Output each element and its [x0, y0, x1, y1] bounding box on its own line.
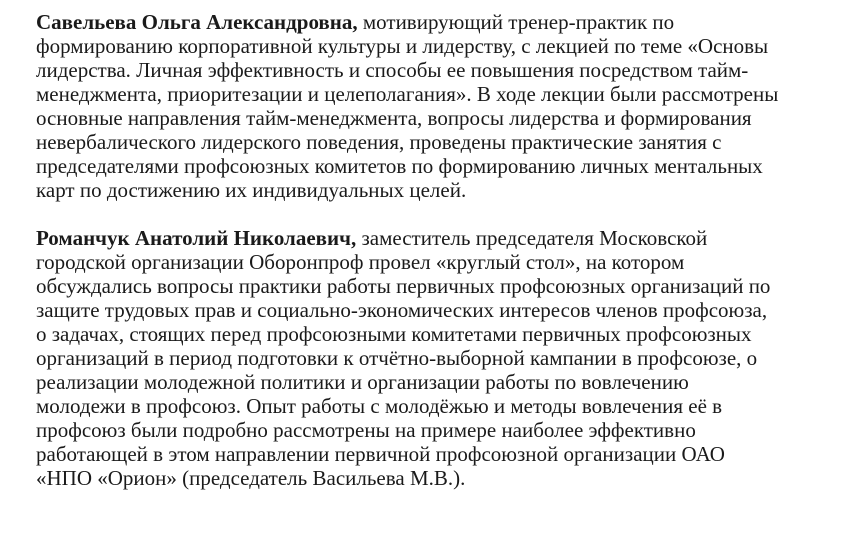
- text-line: молодежи в профсоюз. Опыт работы с молодёжью и методы вовлечения её в: [36, 394, 723, 418]
- text-line: работающей в этом направлении первичной профсоюзной организации ОАО: [36, 442, 725, 466]
- paragraph-savelyeva: [36, 10, 826, 202]
- document-body: [36, 10, 826, 490]
- text-line: «НПО «Орион» (председатель Васильева М.В.).: [36, 466, 466, 490]
- text-line: основные направления тайм-менеджмента, вопросы лидерства и формирования: [36, 106, 752, 130]
- text-line: карт по достижению их индивидуальных целей.: [36, 178, 467, 202]
- paragraph-romanchuk: [36, 226, 826, 490]
- person-name: Савельева Ольга Александровна,: [36, 10, 358, 34]
- text-line: председателями профсоюзных комитетов по формированию личных ментальных: [36, 154, 763, 178]
- text-line: лидерства. Личная эффективность и способы ее повышения посредством тайм-: [36, 58, 749, 82]
- text-line: невербалического лидерского поведения, проведены практические занятия с: [36, 130, 722, 154]
- text-line: реализации молодежной политики и организации работы по вовлечению: [36, 370, 689, 394]
- text-line: формированию корпоративной культуры и лидерству, с лекцией по теме «Основы: [36, 34, 769, 58]
- text-line: защите трудовых прав и социально-экономических интересов членов профсоюза,: [36, 298, 768, 322]
- text-line: обсуждались вопросы практики работы первичных профсоюзных организаций по: [36, 274, 771, 298]
- text-line: [36, 226, 826, 250]
- text-segment: заместитель председателя Московской: [356, 226, 708, 250]
- text-line: о задачах, стоящих перед профсоюзными комитетами первичных профсоюзных: [36, 322, 752, 346]
- text-line: [36, 10, 826, 34]
- text-line: городской организации Оборонпроф провел «круглый стол», на котором: [36, 250, 685, 274]
- person-name: Романчук Анатолий Николаевич,: [36, 226, 357, 250]
- text-line: организаций в период подготовки к отчётно-выборной кампании в профсоюзе, о: [36, 346, 758, 370]
- text-line: профсоюз были подробно рассмотрены на примере наиболее эффективно: [36, 418, 696, 442]
- text-segment: мотивирующий тренер-практик по: [357, 10, 675, 34]
- text-line: менеджмента, приоритезации и целеполагания». В ходе лекции были рассмотрены: [36, 82, 779, 106]
